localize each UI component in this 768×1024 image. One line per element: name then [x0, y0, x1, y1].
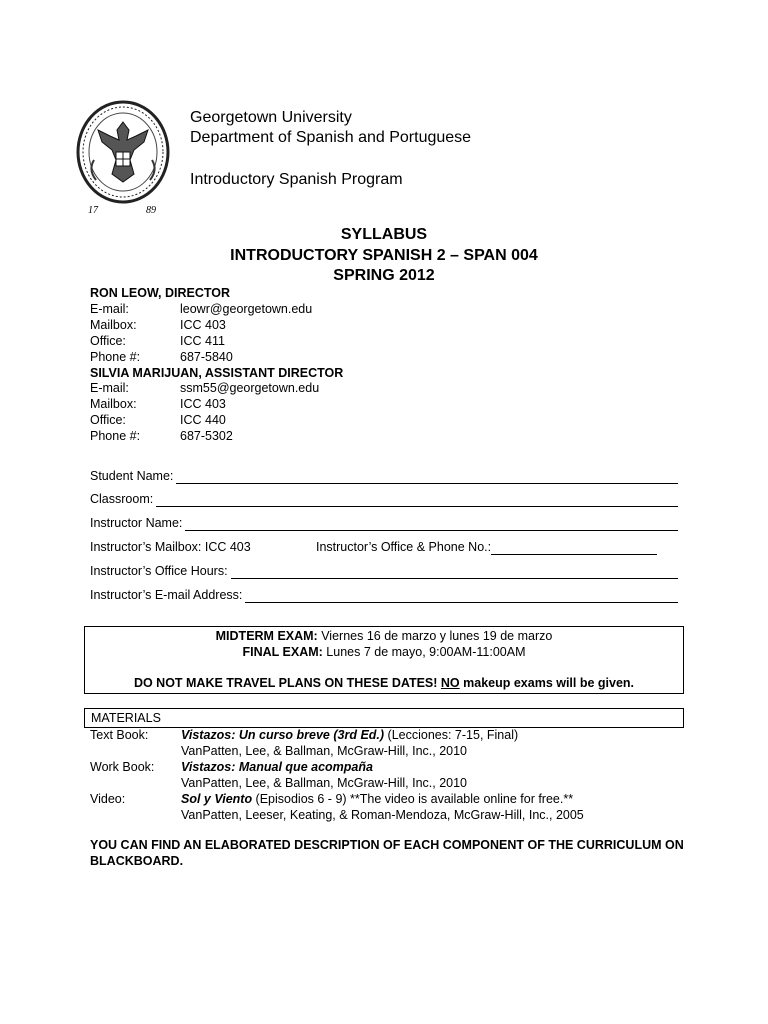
director-office-label: Office: — [90, 334, 126, 348]
warning-text-post: makeup exams will be given. — [459, 676, 635, 690]
midterm-dates: Viernes 16 de marzo y lunes 19 de marzo — [317, 629, 553, 643]
final-label: FINAL EXAM: — [242, 645, 323, 659]
instructor-name-blank[interactable] — [185, 517, 678, 531]
video-label: Video: — [90, 792, 126, 806]
assistant-mailbox-row — [90, 396, 226, 412]
classroom-row — [90, 491, 678, 507]
student-name-label: Student Name: — [90, 469, 174, 483]
office-hours-label: Instructor’s Office Hours: — [90, 564, 228, 578]
warning-text-pre: DO NOT MAKE TRAVEL PLANS ON THESE DATES! — [133, 676, 441, 690]
student-name-blank[interactable] — [176, 470, 678, 484]
travel-warning — [85, 675, 683, 691]
director-office: ICC 411 — [180, 334, 225, 348]
final-line — [85, 644, 683, 660]
textbook-label: Text Book: — [90, 728, 149, 742]
workbook-publisher-row — [90, 775, 467, 791]
georgetown-seal-icon — [74, 100, 172, 216]
instructor-mailbox-label: Instructor’s Mailbox: ICC 403 — [90, 540, 251, 554]
director-mailbox-label: Mailbox: — [90, 318, 137, 332]
university-name: Georgetown University — [190, 109, 352, 126]
final-date: Lunes 7 de mayo, 9:00AM-11:00AM — [322, 645, 526, 659]
office-hours-blank[interactable] — [231, 565, 678, 579]
warning-no: NO — [440, 676, 460, 690]
classroom-label: Classroom: — [90, 492, 154, 506]
assistant-email: ssm55@georgetown.edu — [180, 381, 320, 395]
seal-year-left: 17 — [88, 205, 98, 216]
assistant-email-row — [90, 380, 319, 396]
course-title: INTRODUCTORY SPANISH 2 – SPAN 004 — [230, 247, 538, 264]
materials-heading: MATERIALS — [91, 711, 161, 725]
exam-dates-box — [84, 626, 684, 694]
workbook-title: Vistazos: Manual que acompaña — [181, 760, 373, 774]
email-address-label: Instructor’s E-mail Address: — [90, 588, 243, 602]
director-office-row — [90, 333, 225, 349]
director-phone-label: Phone #: — [90, 350, 141, 364]
video-detail: (Episodios 6 - 9) **The video is available online for free.** — [252, 792, 574, 806]
workbook-label: Work Book: — [90, 760, 155, 774]
textbook-title: Vistazos: Un curso breve (3rd Ed.) — [181, 728, 385, 742]
director-email-row — [90, 301, 312, 317]
director-phone: 687-5840 — [180, 350, 233, 364]
director-mailbox-row — [90, 317, 226, 333]
video-row — [90, 791, 573, 807]
blackboard-note: YOU CAN FIND AN ELABORATED DESCRIPTION OF EACH COMPONENT OF THE CURRICULUM ON BLACKBOARD. — [90, 838, 684, 868]
assistant-phone-row — [90, 428, 233, 444]
midterm-line — [85, 628, 683, 644]
assistant-office-row — [90, 412, 226, 428]
workbook-row — [90, 759, 373, 775]
assistant-office: ICC 440 — [180, 413, 226, 427]
instructor-office-phone-label: Instructor’s Office & Phone No.: — [316, 540, 492, 554]
classroom-blank[interactable] — [156, 493, 678, 507]
syllabus-title: SYLLABUS — [340, 226, 428, 243]
program-name: Introductory Spanish Program — [190, 171, 403, 188]
video-publisher: VanPatten, Leeser, Keating, & Roman-Mendoza, McGraw-Hill, Inc., 2005 — [181, 808, 584, 822]
email-address-blank[interactable] — [245, 589, 678, 603]
director-phone-row — [90, 349, 233, 365]
instructor-office-phone-blank[interactable] — [491, 541, 657, 555]
director-mailbox: ICC 403 — [180, 318, 226, 332]
assistant-mailbox-label: Mailbox: — [90, 397, 137, 411]
seal-year-right: 89 — [146, 205, 156, 216]
workbook-publisher: VanPatten, Lee, & Ballman, McGraw-Hill, Inc., 2010 — [181, 776, 468, 790]
midterm-label: MIDTERM EXAM: — [215, 629, 318, 643]
director-email: leowr@georgetown.edu — [180, 302, 313, 316]
director-heading: RON LEOW, DIRECTOR — [90, 286, 231, 300]
video-publisher-row — [90, 807, 584, 823]
assistant-heading: SILVIA MARIJUAN, ASSISTANT DIRECTOR — [90, 366, 344, 380]
email-address-row — [90, 587, 678, 603]
textbook-publisher: VanPatten, Lee, & Ballman, McGraw-Hill, Inc., 2010 — [181, 744, 468, 758]
textbook-publisher-row — [90, 743, 467, 759]
assistant-email-label: E-mail: — [90, 381, 129, 395]
office-hours-row — [90, 563, 678, 579]
assistant-phone-label: Phone #: — [90, 429, 141, 443]
department-name: Department of Spanish and Portuguese — [190, 129, 472, 146]
director-email-label: E-mail: — [90, 302, 129, 316]
term-title: SPRING 2012 — [333, 267, 435, 284]
materials-heading-box — [84, 708, 684, 728]
assistant-phone: 687-5302 — [180, 429, 233, 443]
textbook-row — [90, 727, 518, 743]
video-title: Sol y Viento — [181, 792, 253, 806]
instructor-name-label: Instructor Name: — [90, 516, 183, 530]
student-name-row — [90, 468, 678, 484]
instructor-name-row — [90, 515, 678, 531]
textbook-detail: (Lecciones: 7-15, Final) — [384, 728, 519, 742]
assistant-office-label: Office: — [90, 413, 126, 427]
assistant-mailbox: ICC 403 — [180, 397, 226, 411]
instructor-mailbox-row — [90, 539, 657, 555]
